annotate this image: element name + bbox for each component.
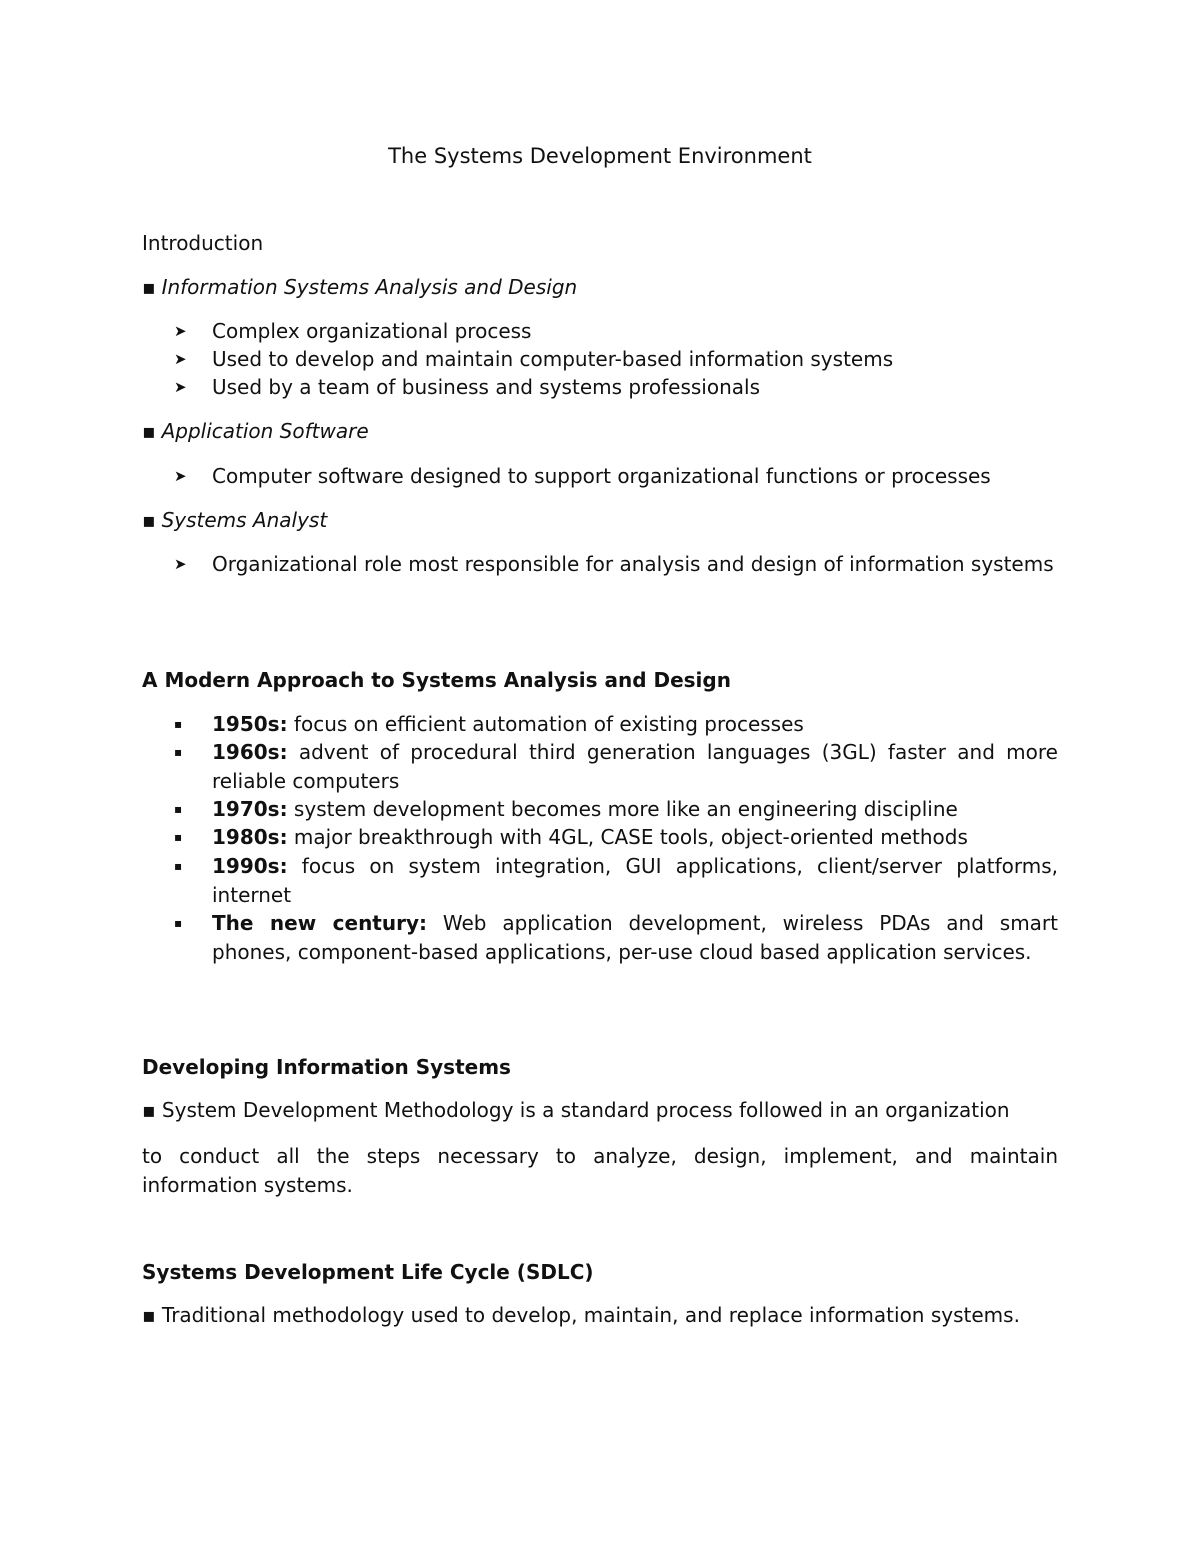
list-item: ➤ Used by a team of business and systems professionals [174,373,1058,402]
arrow-bullet-icon: ➤ [174,378,187,396]
bullet-dot: ▪ [142,275,156,299]
group-label-application-software [142,418,369,444]
list-item: ▪ The new century: Web application development, wireless PDAs and smart phones, component-based applications, per-use cloud based application services. [174,911,1058,964]
era-label: 1990s: [212,854,288,878]
square-bullet-icon: ▪ [174,830,183,844]
section-heading-developing: Developing Information Systems [142,1055,511,1079]
section-heading-introduction: Introduction [142,231,264,255]
section-heading-modern-approach: A Modern Approach to Systems Analysis and Design [142,668,731,692]
arrow-bullet-icon: ➤ [174,322,187,340]
bullet-dot: ▪ [142,419,156,443]
era-label: 1970s: [212,797,288,821]
paragraph: ▪ Traditional methodology used to develop, maintain, and replace information systems. [142,1303,1020,1327]
group-label-isad [142,274,577,300]
list-item: ▪ 1970s: system development becomes more like an engineering discipline [174,795,1058,824]
era-label: 1950s: [212,712,288,736]
square-bullet-icon: ▪ [174,916,183,930]
group-label-text: Information Systems Analysis and Design [161,275,578,299]
group-label-systems-analyst [142,507,327,533]
list-item: ▪ 1990s: focus on system integration, GUI applications, client/server platforms, internet [174,854,1058,907]
square-bullet-icon: ▪ [174,745,183,759]
group-label-text: Application Software [161,419,369,443]
list-item: ▪ 1980s: major breakthrough with 4GL, CASE tools, object-oriented methods [174,823,1058,852]
paragraph: to conduct all the steps necessary to analyze, design, implement, and maintain information systems. [142,1144,1058,1197]
list-item: ➤ Used to develop and maintain computer-based information systems [174,345,1058,374]
arrow-bullet-icon: ➤ [174,467,187,485]
square-bullet-icon: ▪ [174,717,183,731]
era-label: The new century: [212,911,428,935]
list-item: ▪ 1950s: focus on efficient automation of existing processes [174,710,1058,739]
list-item: ▪ 1960s: advent of procedural third generation languages (3GL) faster and more reliable computers [174,740,1058,793]
square-bullet-icon: ▪ [174,859,183,873]
list-item: ➤ Computer software designed to support organizational functions or processes [174,462,1058,491]
arrow-bullet-icon: ➤ [174,555,187,573]
era-label: 1980s: [212,825,288,849]
document-title: The Systems Development Environment [388,144,812,168]
square-bullet-icon: ▪ [174,802,183,816]
bullet-dot: ▪ [142,1303,156,1327]
group-label-text: Systems Analyst [161,508,328,532]
section-heading-sdlc: Systems Development Life Cycle (SDLC) [142,1260,594,1284]
bullet-dot: ▪ [142,1098,156,1122]
era-label: 1960s: [212,740,288,764]
paragraph: ▪ System Development Methodology is a standard process followed in an organization [142,1098,1010,1122]
list-item: ➤ Organizational role most responsible for analysis and design of information systems [174,550,1058,579]
arrow-bullet-icon: ➤ [174,350,187,368]
list-item: ➤ Complex organizational process [174,317,1058,346]
bullet-dot: ▪ [142,508,156,532]
